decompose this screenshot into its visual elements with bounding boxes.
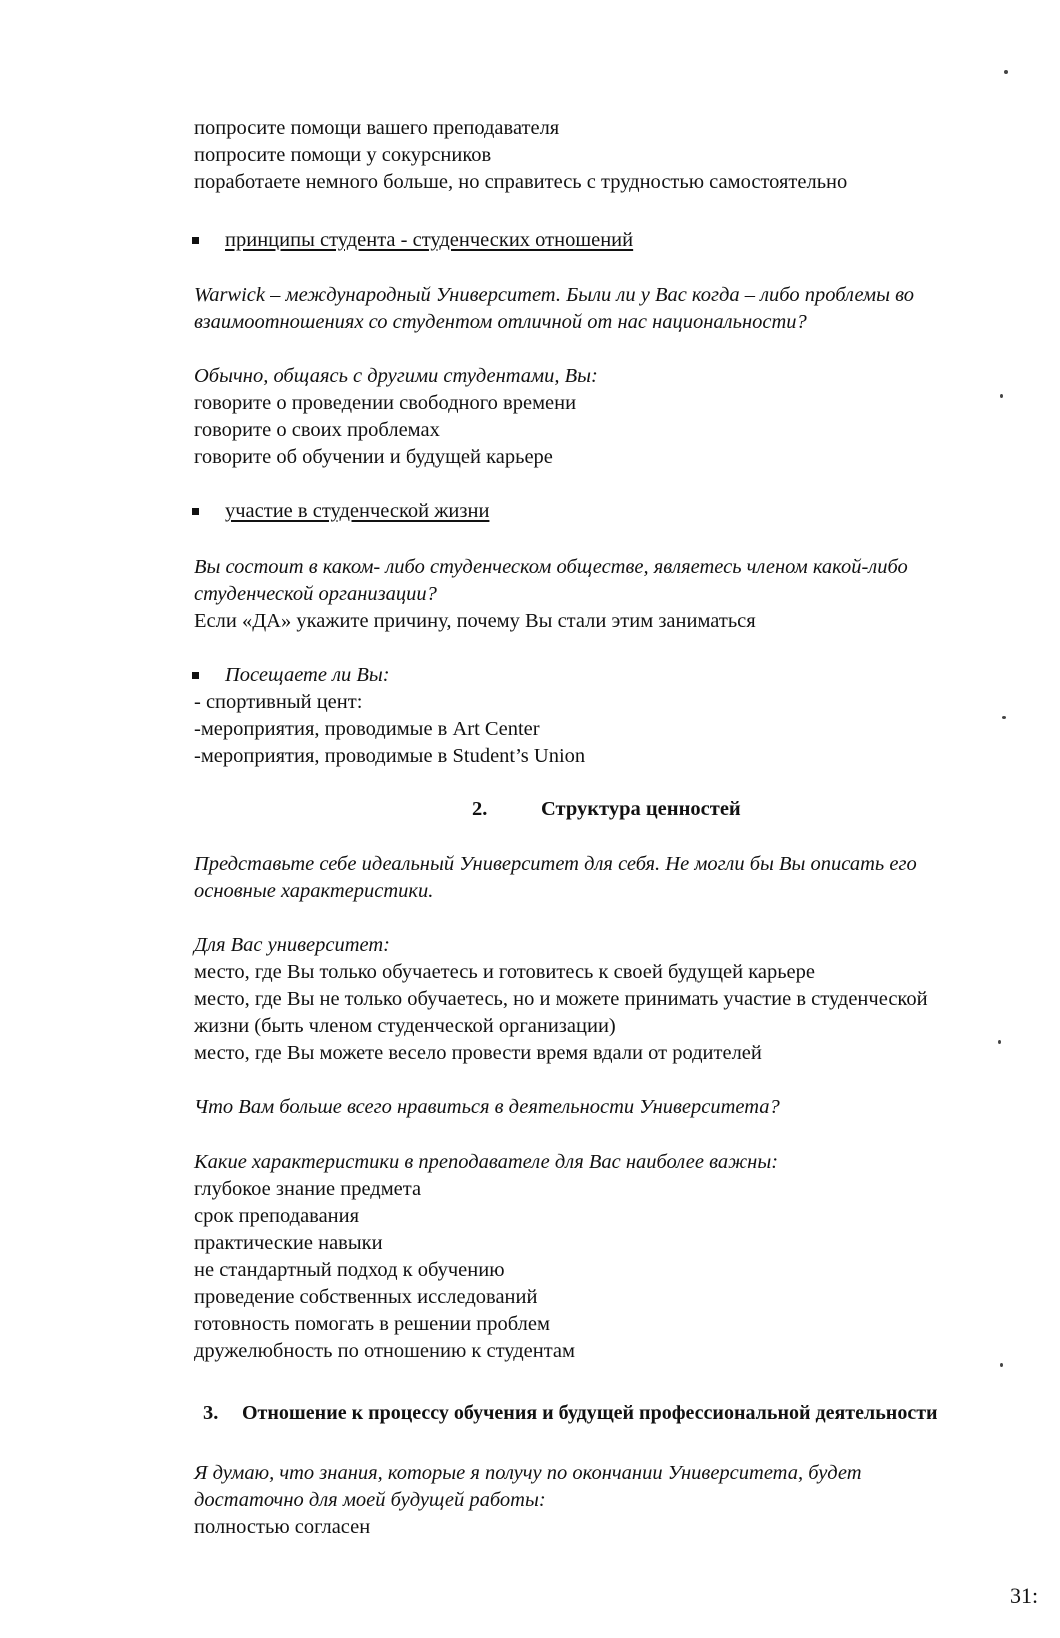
relations-option: говорите об обучении и будущей карьере (194, 446, 553, 468)
university-option: место, где Вы можете весело провести время вдали от родителей (194, 1042, 762, 1064)
attendance-item: - спортивный цент: (194, 691, 363, 713)
section3-option: полностью согласен (194, 1516, 371, 1538)
section3-question-line: достаточно для моей будущей работы: (194, 1489, 546, 1511)
section2-question-line: Представьте себе идеальный Университет для себя. Не могли бы Вы описать его (194, 853, 917, 875)
section2-question2: Что Вам больше всего нравиться в деятельности Университета? (194, 1096, 780, 1118)
teacher-trait: глубокое знание предмета (194, 1178, 422, 1200)
university-option: место, где Вы только обучаетесь и готовитесь к своей будущей карьере (194, 961, 816, 983)
attendance-item: -мероприятия, проводимые в Student’s Union (194, 745, 586, 767)
university-option: жизни (быть членом студенческой организации) (194, 1015, 616, 1037)
section-relations-heading: принципы студента - студенческих отношений (225, 229, 634, 251)
section-attendance-heading: Посещаете ли Вы: (225, 664, 390, 686)
bullet-icon (192, 508, 199, 515)
section2-number: 2. (472, 798, 488, 820)
teacher-trait: не стандартный подход к обучению (194, 1259, 505, 1281)
relations-question-line: Warwick – международный Университет. Были ли у Вас когда – либо проблемы во (194, 284, 915, 306)
section2-title: Структура ценностей (541, 798, 741, 820)
section-participation-heading: участие в студенческой жизни (225, 500, 490, 522)
relations-option: говорите о своих проблемах (194, 419, 440, 441)
university-option: место, где Вы не только обучаетесь, но и можете принимать участие в студенческой (194, 988, 928, 1010)
attendance-item: -мероприятия, проводимые в Art Center (194, 718, 540, 740)
section3-question-line: Я думаю, что знания, которые я получу по окончании Университета, будет (194, 1462, 862, 1484)
relations-option: говорите о проведении свободного времени (194, 392, 577, 414)
bullet-icon (192, 672, 199, 679)
bullet-icon (192, 237, 199, 244)
relations-prompt: Обычно, общаясь с другими студентами, Вы: (194, 365, 598, 387)
section3-title: Отношение к процессу обучения и будущей профессиональной деятельности (242, 1402, 938, 1424)
page-number: 31: (1010, 1583, 1039, 1608)
option-ask-teacher: попросите помощи вашего преподавателя (194, 117, 560, 139)
section2-question-line: основные характеристики. (194, 880, 434, 902)
option-ask-classmates: попросите помощи у сокурсников (194, 144, 492, 166)
participation-question-line: Вы состоит в каком- либо студенческом обществе, являетесь членом какой-либо (194, 556, 908, 578)
scan-speck (998, 1040, 1001, 1044)
scan-speck (1000, 1363, 1003, 1367)
scan-speck (1004, 70, 1008, 74)
teacher-trait: дружелюбность по отношению к студентам (194, 1340, 576, 1362)
section2-question3: Какие характеристики в преподавателе для Вас наиболее важны: (194, 1151, 779, 1173)
scan-speck (1000, 394, 1003, 398)
participation-question-line: студенческой организации? (194, 583, 437, 605)
teacher-trait: срок преподавания (194, 1205, 360, 1227)
scan-speck (1002, 716, 1006, 719)
participation-followup: Если «ДА» укажите причину, почему Вы стали этим заниматься (194, 610, 756, 632)
teacher-trait: проведение собственных исследований (194, 1286, 538, 1308)
option-work-more: поработаете немного больше, но справитесь с трудностью самостоятельно (194, 171, 848, 193)
section2-prompt: Для Вас университет: (194, 934, 391, 956)
teacher-trait: практические навыки (194, 1232, 383, 1254)
section3-number: 3. (203, 1402, 219, 1424)
relations-question-line: взаимоотношениях со студентом отличной от нас национальности? (194, 311, 807, 333)
teacher-trait: готовность помогать в решении проблем (194, 1313, 550, 1335)
